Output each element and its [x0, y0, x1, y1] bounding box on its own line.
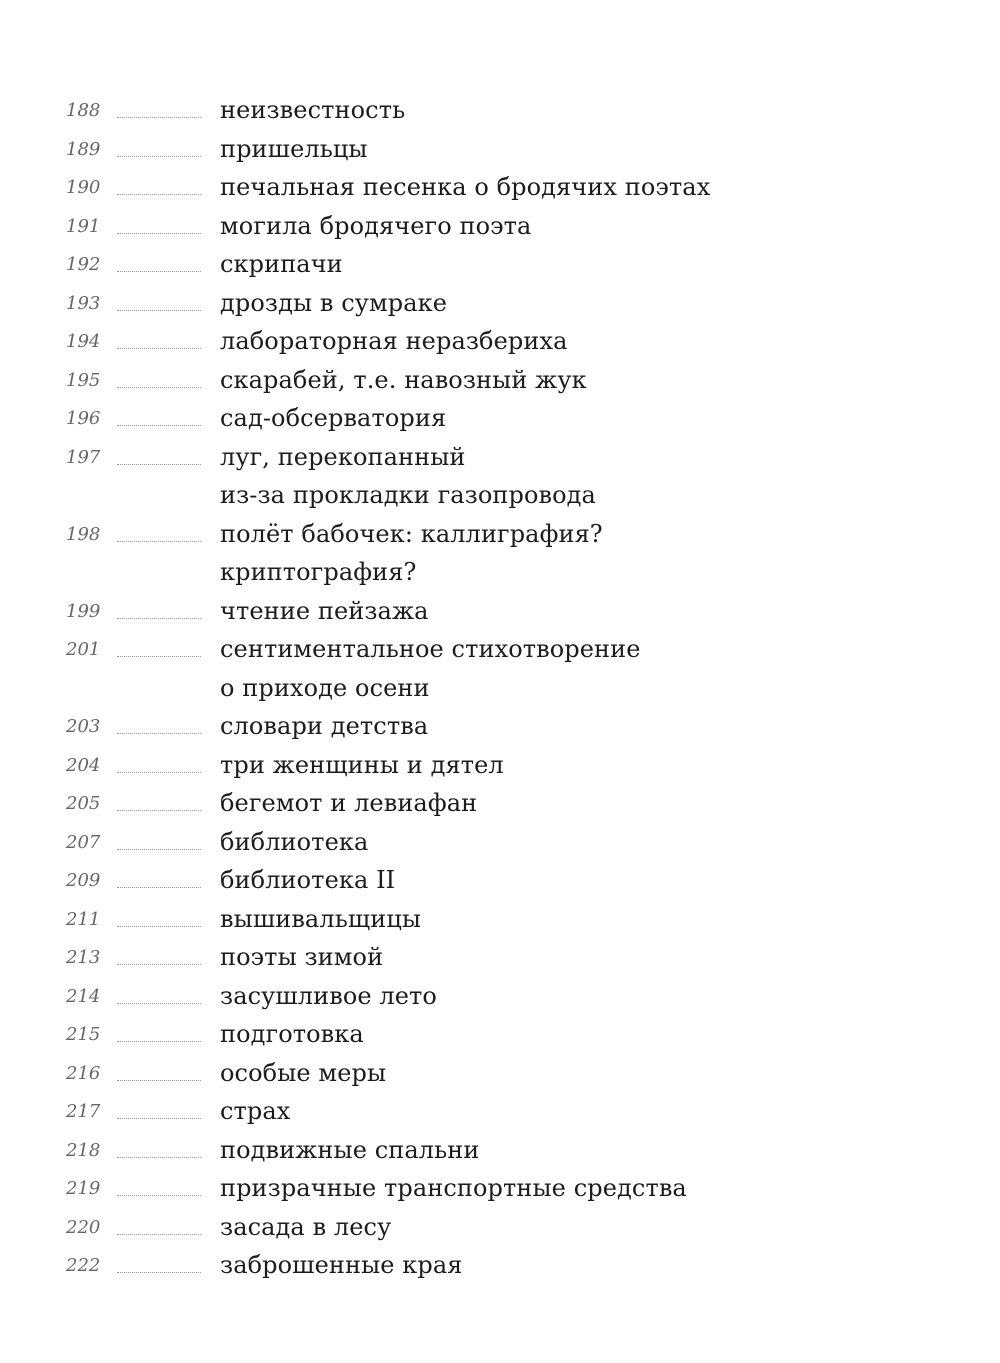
- entry-title: засада в лесу: [220, 1212, 392, 1241]
- dot-leader: [117, 156, 201, 157]
- page-number: 217: [66, 1101, 101, 1122]
- entry-title: скарабей, т.е. навозный жук: [220, 365, 587, 394]
- toc-entry: [0, 978, 1000, 1017]
- dot-leader: [117, 1157, 201, 1158]
- toc-entry: [0, 1132, 1000, 1171]
- entry-title: бегемот и левиафан: [220, 789, 478, 817]
- entry-title: три женщины и дятел: [220, 750, 504, 779]
- page-number: 207: [66, 831, 101, 853]
- page-number: 218: [66, 1139, 101, 1161]
- toc-entry: [0, 631, 1000, 670]
- dot-leader: [117, 1195, 201, 1196]
- page-number: 205: [66, 793, 101, 814]
- page-number: 190: [66, 177, 101, 198]
- entry-title: словари детства: [220, 712, 429, 740]
- dot-leader: [117, 1272, 201, 1273]
- page-number: 192: [66, 254, 101, 275]
- toc-entry: [0, 708, 1000, 747]
- dot-leader: [117, 849, 201, 850]
- page-number: 219: [66, 1178, 101, 1199]
- toc-entry: [0, 747, 1000, 786]
- entry-title: призрачные транспортные средства: [220, 1174, 687, 1202]
- entry-title: библиотека II: [220, 866, 396, 894]
- toc-entry: [0, 1055, 1000, 1094]
- toc-entry: [0, 1016, 1000, 1055]
- page-number: 203: [66, 716, 101, 737]
- entry-title-continuation: о приходе осени: [220, 673, 430, 702]
- toc-entry: [0, 400, 1000, 439]
- toc-entry: [0, 439, 1000, 478]
- toc-entry: [0, 246, 1000, 285]
- dot-leader: [117, 1080, 201, 1081]
- page-number: 211: [66, 908, 101, 930]
- entry-title: лабораторная неразбериха: [220, 327, 568, 355]
- entry-title: поэты зимой: [220, 943, 384, 971]
- page-number: 197: [66, 446, 101, 468]
- page-number: 188: [66, 100, 101, 121]
- toc-entry: [0, 1093, 1000, 1132]
- entry-title: скрипачи: [220, 250, 343, 278]
- entry-title: заброшенные края: [220, 1251, 463, 1279]
- entry-title: пришельцы: [220, 134, 368, 163]
- dot-leader: [117, 733, 201, 734]
- entry-title: особые меры: [220, 1058, 387, 1087]
- dot-leader: [117, 117, 201, 118]
- page-number: 189: [66, 138, 101, 160]
- entry-title: подготовка: [220, 1020, 364, 1048]
- page-number: 213: [66, 947, 101, 968]
- dot-leader: [117, 387, 201, 388]
- entry-title-continuation: криптография?: [220, 558, 417, 586]
- dot-leader: [117, 1118, 201, 1119]
- entry-title: могила бродячего поэта: [220, 211, 532, 240]
- dot-leader: [117, 310, 201, 311]
- dot-leader: [117, 772, 201, 773]
- entry-title: вышивальщицы: [220, 904, 422, 933]
- toc-entry: [0, 131, 1000, 170]
- toc-entry: [0, 785, 1000, 824]
- toc-entry: [0, 1209, 1000, 1248]
- entry-title: засушливое лето: [220, 981, 437, 1010]
- dot-leader: [117, 425, 201, 426]
- dot-leader: [117, 233, 201, 234]
- page-number: 194: [66, 331, 101, 352]
- entry-title-continuation: из-за прокладки газопровода: [220, 481, 596, 509]
- entry-title: дрозды в сумраке: [220, 288, 448, 317]
- toc-entry: [0, 939, 1000, 978]
- page-number: 195: [66, 369, 101, 391]
- entry-title: чтение пейзажа: [220, 596, 429, 625]
- page-number: 216: [66, 1062, 101, 1084]
- page-number: 201: [66, 639, 101, 660]
- table-of-contents: [0, 92, 1000, 1286]
- toc-entry-continuation: [0, 670, 1000, 709]
- dot-leader: [117, 656, 201, 657]
- dot-leader: [117, 810, 201, 811]
- toc-entry: [0, 362, 1000, 401]
- dot-leader: [117, 964, 201, 965]
- page-number: 191: [66, 215, 101, 237]
- toc-entry-continuation: [0, 554, 1000, 593]
- entry-title: подвижные спальни: [220, 1135, 480, 1164]
- page-number: 214: [66, 985, 101, 1007]
- toc-entry: [0, 169, 1000, 208]
- page-number: 222: [66, 1255, 101, 1276]
- page-number: 198: [66, 523, 101, 545]
- toc-entry: [0, 824, 1000, 863]
- dot-leader: [117, 887, 201, 888]
- page-number: 220: [66, 1216, 101, 1238]
- dot-leader: [117, 194, 201, 195]
- entry-title: сад-обсерватория: [220, 404, 447, 432]
- dot-leader: [117, 1234, 201, 1235]
- page-number: 209: [66, 870, 101, 891]
- toc-entry: [0, 323, 1000, 362]
- dot-leader: [117, 1041, 201, 1042]
- page-number: 215: [66, 1024, 101, 1045]
- entry-title: сентиментальное стихотворение: [220, 635, 641, 663]
- dot-leader: [117, 271, 201, 272]
- entry-title: библиотека: [220, 827, 369, 856]
- dot-leader: [117, 618, 201, 619]
- entry-title: луг, перекопанный: [220, 442, 466, 471]
- entry-title: печальная песенка о бродячих поэтах: [220, 173, 711, 201]
- page-number: 204: [66, 754, 101, 776]
- toc-entry: [0, 862, 1000, 901]
- toc-entry: [0, 1247, 1000, 1286]
- toc-entry: [0, 1170, 1000, 1209]
- page-number: 199: [66, 600, 101, 622]
- dot-leader: [117, 1003, 201, 1004]
- toc-entry-continuation: [0, 477, 1000, 516]
- dot-leader: [117, 464, 201, 465]
- toc-entry: [0, 516, 1000, 555]
- page-number: 196: [66, 408, 101, 429]
- entry-title: страх: [220, 1097, 291, 1125]
- dot-leader: [117, 926, 201, 927]
- entry-title: полёт бабочек: каллиграфия?: [220, 519, 603, 548]
- page-number: 193: [66, 292, 101, 314]
- toc-entry: [0, 285, 1000, 324]
- toc-entry: [0, 208, 1000, 247]
- toc-entry: [0, 901, 1000, 940]
- dot-leader: [117, 348, 201, 349]
- toc-entry: [0, 92, 1000, 131]
- toc-entry: [0, 593, 1000, 632]
- entry-title: неизвестность: [220, 96, 406, 124]
- dot-leader: [117, 541, 201, 542]
